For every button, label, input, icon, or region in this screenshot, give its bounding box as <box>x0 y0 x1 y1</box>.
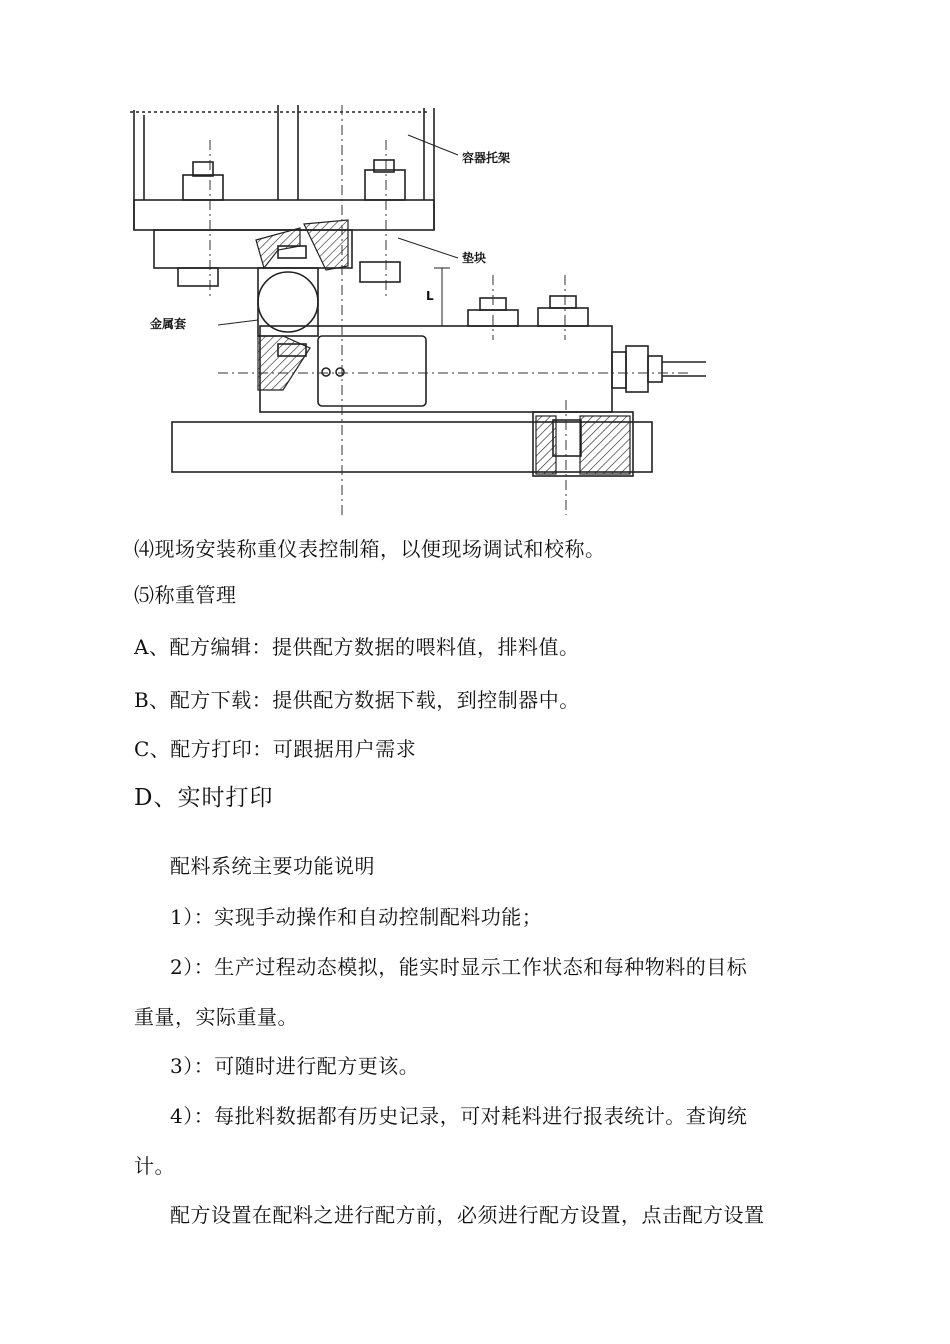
last-line: 配方设置在配料之进行配方前，必须进行配方设置，点击配方设置 <box>170 1203 765 1227</box>
paragraph-a: A、配方编辑：提供配方数据的喂料值，排料值。 <box>134 635 580 659</box>
label-dimension-l: L <box>426 289 434 303</box>
label-pad-block: 垫块 <box>462 251 487 265</box>
mounting-drawing <box>128 100 718 520</box>
paragraph-c: C、配方打印：可跟据用户需求 <box>134 737 417 761</box>
label-metal-sleeve: 金属套 <box>150 317 187 331</box>
item-4-line-1: 4）：每批料数据都有历史记录，可对耗料进行报表统计。查询统 <box>170 1104 748 1128</box>
section-title: 配料系统主要功能说明 <box>170 854 375 878</box>
paragraph-5: ⑸称重管理 <box>134 583 237 607</box>
paragraph-d: D、实时打印 <box>134 785 274 811</box>
label-container-bracket: 容器托架 <box>462 151 511 165</box>
item-2-line-2: 重量，实际重量。 <box>134 1005 298 1029</box>
paragraph-b: B、配方下载：提供配方数据下载，到控制器中。 <box>134 688 580 712</box>
item-2-line-1: 2）：生产过程动态模拟，能实时显示工作状态和每种物料的目标 <box>170 955 748 979</box>
load-cell-mounting-figure <box>128 100 718 520</box>
paragraph-4: ⑷现场安装称重仪表控制箱，以便现场调试和校称。 <box>134 537 606 561</box>
item-3: 3）：可随时进行配方更该。 <box>170 1054 420 1078</box>
item-4-line-2: 计。 <box>134 1154 175 1178</box>
item-1: 1）：实现手动操作和自动控制配料功能； <box>170 905 543 929</box>
